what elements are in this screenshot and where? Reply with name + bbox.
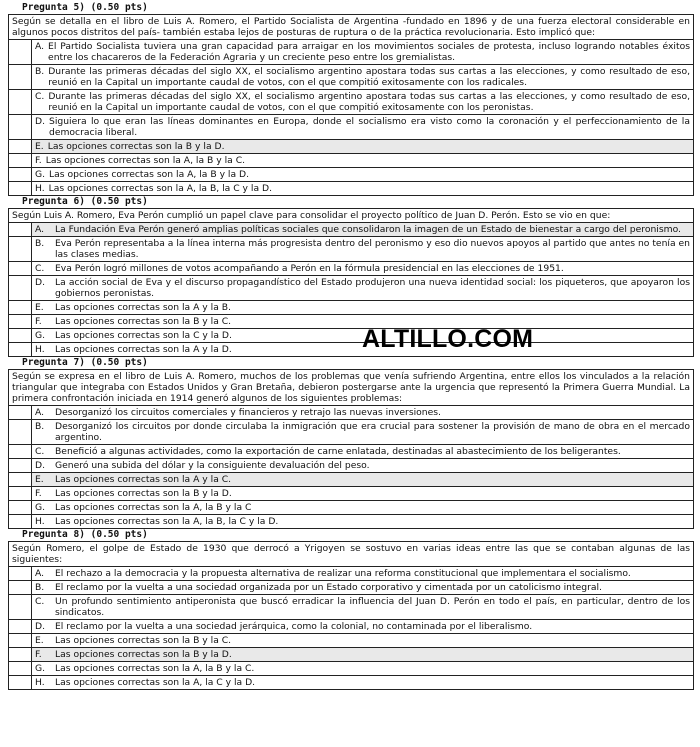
option-d[interactable]: [9, 620, 693, 634]
option-letter: A.: [35, 568, 45, 579]
option-letter: A.: [35, 41, 45, 52]
option-letter: E.: [35, 635, 44, 646]
option-c[interactable]: [9, 595, 693, 620]
option-text: Las opciones correctas son la A y la D.: [55, 344, 232, 355]
option-letter: G.: [35, 502, 46, 513]
option-text: Eva Perón logró millones de votos acompañando a Perón en la fórmula presidencial en las elecciones de 1951.: [55, 263, 564, 274]
option-text: Las opciones correctas son la B y la D.: [55, 649, 232, 660]
option-letter: B.: [35, 421, 45, 432]
option-d[interactable]: [9, 276, 693, 301]
option-text: Las opciones correctas son la A, la B, la C y la D.: [48, 183, 273, 194]
option-text: Las opciones correctas son la A, la B y la C.: [55, 663, 255, 674]
option-text: El reclamo por la vuelta a una sociedad organizada por un Estado corporativo y cimentada por un catolicismo integral.: [55, 582, 602, 593]
question-label: Pregunta 6) (0.50 pts): [22, 196, 148, 207]
option-letter: E.: [35, 474, 44, 485]
option-a[interactable]: [9, 40, 693, 65]
option-b[interactable]: [9, 420, 693, 445]
option-text: Benefició a algunas actividades, como la exportación de carne enlatada, destinadas al abastecimiento de los beligerantes.: [55, 446, 621, 457]
option-text: El Partido Socialista tuviera una gran capacidad para arraigar en los movimientos sociales de protesta, incluso logrando notables éxitos entre los chacareros de la Federación Agraria y un creciente peso entre los gremialistas.: [48, 41, 690, 63]
option-letter: C.: [35, 446, 45, 457]
option-letter: D.: [35, 277, 45, 288]
option-letter: D.: [35, 621, 45, 632]
option-letter: H.: [35, 344, 45, 355]
option-letter: E.: [35, 141, 44, 152]
option-text: Durante las primeras décadas del siglo XX, el socialismo argentino apostara todas sus cartas a las elecciones, y como resultado de eso, reunió en la Capital un importante caudal de votos, con el que compitió exitosamente con los radicales.: [48, 66, 690, 88]
option-letter: C.: [35, 263, 45, 274]
question-label: Pregunta 8) (0.50 pts): [22, 529, 148, 540]
option-e[interactable]: [9, 301, 693, 315]
option-h[interactable]: [9, 676, 693, 689]
option-letter: H.: [35, 516, 45, 527]
option-c[interactable]: [9, 262, 693, 276]
watermark: ALTILLO.COM: [362, 325, 534, 353]
option-letter: G.: [35, 663, 46, 674]
question-stem: Según se expresa en el libro de Luis A. Romero, muchos de los problemas que venía sufriendo Argentina, entre ellos los vinculados a la relación triangular que integraba con Estados Unidos y Gran Bretaña, debieron postergarse ante la urgencia que representó la Primera Guerra Mundial. La primera confrontación iniciada en 1914 generó algunos de los siguientes problemas:: [9, 370, 693, 406]
option-text: Las opciones correctas son la A, la B y la C: [55, 502, 252, 513]
option-text: Siguiera lo que eran las líneas dominantes en Europa, donde el socialismo era visto como la coronación y el perfeccionamiento de la democracia liberal.: [49, 116, 690, 138]
question-8: [8, 541, 694, 690]
question-stem: Según Romero, el golpe de Estado de 1930 que derrocó a Yrigoyen se sostuvo en varias ideas entre las que se contaban algunas de las siguientes:: [9, 542, 693, 567]
option-text: La acción social de Eva y el discurso propagandístico del Estado produjeron una nueva identidad social: los piqueteros, que apoyaron los gobiernos peronistas.: [55, 277, 690, 299]
option-text: Un profundo sentimiento antiperonista que buscó erradicar la influencia del Juan D. Perón en todo el país, en particular, dentro de los sindicatos.: [55, 596, 690, 618]
option-letter: B.: [35, 66, 45, 77]
option-b[interactable]: [9, 581, 693, 595]
option-text: Desorganizó los circuitos por donde circulaba la inmigración que era crucial para sostener la provisión de mano de obra en el mercado argentino.: [55, 421, 690, 443]
option-b[interactable]: [9, 237, 693, 262]
option-text: La Fundación Eva Perón generó amplias políticas sociales que consolidaron la imagen de un Estado de bienestar a cargo del peronismo.: [55, 224, 681, 235]
option-letter: D.: [35, 116, 45, 127]
option-letter: E.: [35, 302, 44, 313]
option-letter: C.: [35, 91, 45, 102]
option-text: Eva Perón representaba a la línea interna más progresista dentro del peronismo y eso dio nuevos apoyos al partido que antes no tenía en las clases medias.: [55, 238, 690, 260]
option-text: Generó una subida del dólar y la consiguiente devaluación del peso.: [55, 460, 370, 471]
option-text: Las opciones correctas son la A, la C y la D.: [55, 677, 256, 688]
option-letter: A.: [35, 224, 45, 235]
option-g[interactable]: [9, 662, 693, 676]
option-h[interactable]: [9, 182, 693, 195]
option-g[interactable]: [9, 329, 693, 343]
option-letter: G.: [35, 169, 46, 180]
option-g[interactable]: [9, 168, 693, 182]
option-text: Las opciones correctas son la A y la C.: [55, 474, 232, 485]
option-text: Durante las primeras décadas del siglo XX, el socialismo argentino apostara todas sus cartas a las elecciones, y como resultado de eso, reunió en la Capital un importante caudal de votos, con el que compitió exitosamente con los peronistas.: [48, 91, 690, 113]
option-f[interactable]: [9, 487, 693, 501]
option-letter: B.: [35, 582, 45, 593]
option-g[interactable]: [9, 501, 693, 515]
option-e[interactable]: [9, 634, 693, 648]
option-c[interactable]: [9, 90, 693, 115]
option-text: Las opciones correctas son la A, la B, la C y la D.: [55, 516, 279, 527]
question-stem: Según Luis A. Romero, Eva Perón cumplió un papel clave para consolidar el proyecto político de Juan D. Perón. Esto se vio en que:: [9, 209, 693, 223]
option-text: Las opciones correctas son la A y la B.: [55, 302, 231, 313]
option-text: El reclamo por la vuelta a una sociedad jerárquica, como la colonial, no contaminada por el liberalismo.: [55, 621, 533, 632]
option-letter: H.: [35, 183, 45, 194]
option-letter: G.: [35, 330, 46, 341]
option-text: Las opciones correctas son la B y la D.: [55, 488, 232, 499]
option-letter: H.: [35, 677, 45, 688]
option-letter: B.: [35, 238, 45, 249]
option-d[interactable]: [9, 115, 693, 140]
option-h[interactable]: [9, 343, 693, 356]
option-f[interactable]: [9, 648, 693, 662]
option-letter: A.: [35, 407, 45, 418]
question-label: Pregunta 5) (0.50 pts): [22, 2, 148, 13]
option-c[interactable]: [9, 445, 693, 459]
option-h[interactable]: [9, 515, 693, 528]
option-a[interactable]: [9, 567, 693, 581]
option-text: Desorganizó los circuitos comerciales y financieros y retrajo las nuevas inversiones.: [55, 407, 441, 418]
option-text: El rechazo a la democracia y la propuesta alternativa de realizar una reforma constitucional que implementara el socialismo.: [55, 568, 631, 579]
option-letter: F.: [35, 488, 42, 499]
question-6: [8, 208, 694, 357]
option-text: Las opciones correctas son la B y la C.: [55, 316, 232, 327]
option-a[interactable]: [9, 223, 693, 237]
option-e[interactable]: [9, 473, 693, 487]
question-7: [8, 369, 694, 529]
option-letter: F.: [35, 649, 42, 660]
question-5: [8, 14, 694, 196]
option-text: Las opciones correctas son la C y la D.: [55, 330, 232, 341]
option-text: Las opciones correctas son la B y la C.: [55, 635, 232, 646]
option-e[interactable]: [9, 140, 693, 154]
option-a[interactable]: [9, 406, 693, 420]
option-f[interactable]: [9, 315, 693, 329]
option-text: Las opciones correctas son la A, la B y la D.: [49, 169, 250, 180]
option-text: Las opciones correctas son la B y la D.: [47, 141, 225, 152]
option-f[interactable]: [9, 154, 693, 168]
question-label: Pregunta 7) (0.50 pts): [22, 357, 148, 368]
question-stem: Según se detalla en el libro de Luis A. Romero, el Partido Socialista de Argentina -fundado en 1896 y de una fuerza electoral considerable en algunos pocos distritos del país- también estaba lejos de posturas de ruptura o de la práctica revolucionaria. Esto implicó que:: [9, 15, 693, 40]
option-letter: D.: [35, 460, 45, 471]
option-b[interactable]: [9, 65, 693, 90]
option-letter: F.: [35, 316, 42, 327]
option-text: Las opciones correctas son la A, la B y la C.: [45, 155, 246, 166]
option-letter: F.: [35, 155, 42, 166]
exam-page: [8, 0, 694, 690]
option-d[interactable]: [9, 459, 693, 473]
option-letter: C.: [35, 596, 45, 607]
